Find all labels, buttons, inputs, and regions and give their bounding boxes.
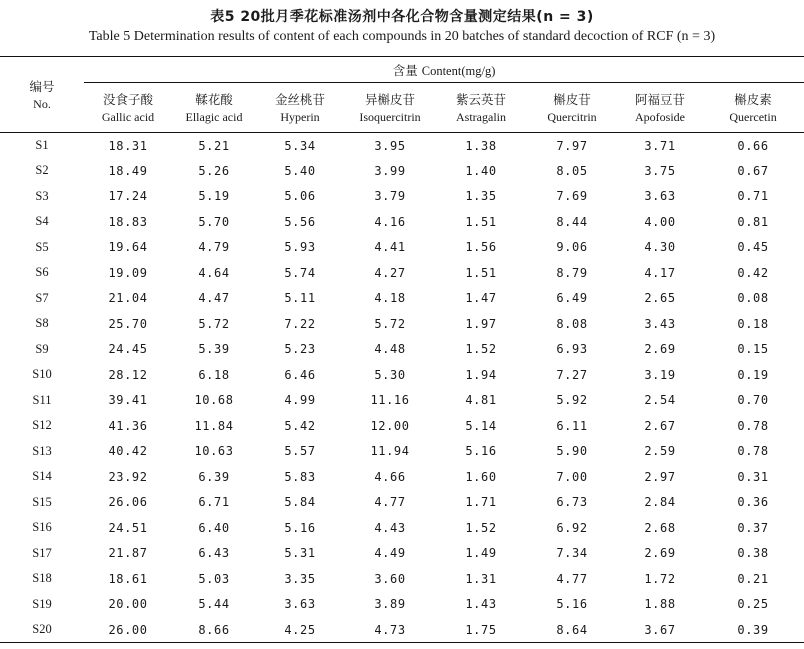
compound-name-cn: 槲皮素 [734, 91, 772, 107]
batch-id-cell: S18 [32, 571, 52, 586]
table-body [0, 133, 804, 643]
content-value-cell: 1.75 [436, 617, 526, 643]
content-value-cell: 5.16 [284, 520, 316, 535]
content-value-cell: 7.00 [556, 469, 588, 484]
compound-column-header [344, 83, 436, 133]
content-value-cell: 7.22 [284, 316, 316, 331]
content-value-cell: 0.70 [737, 393, 769, 408]
content-table [0, 56, 804, 643]
content-value-cell: 7.34 [556, 546, 588, 561]
content-value-cell: 2.65 [644, 291, 676, 306]
content-value-cell: 8.64 [526, 617, 618, 643]
id-header-cn: 编号 [29, 78, 55, 94]
content-value-cell: 19.64 [108, 240, 148, 255]
batch-id-cell: S2 [35, 163, 49, 178]
content-group-header [84, 57, 804, 83]
content-value-cell: 4.43 [374, 520, 406, 535]
content-value-cell: 5.30 [374, 367, 406, 382]
content-value-cell: 6.18 [198, 367, 230, 382]
compound-name-cn: 鞣花酸 [195, 91, 233, 107]
content-value-cell: 2.59 [644, 444, 676, 459]
content-value-cell: 4.18 [374, 291, 406, 306]
content-value-cell: 7.97 [556, 138, 588, 153]
compound-name-cn: 槲皮苷 [553, 91, 591, 107]
batch-id-cell: S15 [32, 494, 52, 509]
content-value-cell: 24.45 [108, 342, 148, 357]
content-value-cell: 25.70 [108, 316, 148, 331]
id-column-header [0, 57, 84, 133]
content-value-cell: 5.56 [284, 214, 316, 229]
compound-name-en: Ellagic acid [185, 109, 243, 124]
content-value-cell: 5.83 [284, 469, 316, 484]
content-value-cell: 26.06 [108, 495, 148, 510]
content-value-cell: 0.25 [737, 597, 769, 612]
compound-column-header [436, 83, 526, 133]
content-value-cell: 4.73 [344, 617, 436, 643]
content-value-cell: 2.68 [644, 520, 676, 535]
content-value-cell: 3.63 [284, 597, 316, 612]
batch-id-cell: S16 [32, 520, 52, 535]
content-value-cell: 2.97 [644, 469, 676, 484]
content-value-cell: 4.99 [284, 393, 316, 408]
content-value-cell: 5.92 [556, 393, 588, 408]
content-value-cell: 1.71 [465, 495, 497, 510]
batch-id-cell: S6 [35, 265, 49, 280]
content-value-cell: 4.00 [644, 214, 676, 229]
content-value-cell: 4.48 [374, 342, 406, 357]
content-value-cell: 39.41 [108, 393, 148, 408]
content-header-en: Content(mg/g) [421, 63, 496, 78]
table-row [0, 490, 804, 516]
batch-id-cell: S12 [32, 418, 52, 433]
content-value-cell: 5.31 [284, 546, 316, 561]
content-value-cell: 5.23 [284, 342, 316, 357]
compound-column-header [526, 83, 618, 133]
content-value-cell: 5.39 [198, 342, 230, 357]
content-value-cell: 6.11 [556, 418, 588, 433]
content-value-cell: 3.60 [374, 571, 406, 586]
content-value-cell: 5.14 [465, 418, 497, 433]
table-row [0, 617, 804, 643]
table-row [0, 592, 804, 618]
batch-id-cell: S20 [0, 617, 84, 643]
content-value-cell: 8.44 [556, 214, 588, 229]
table-row [0, 158, 804, 184]
content-value-cell: 3.99 [374, 163, 406, 178]
content-value-cell: 4.77 [556, 571, 588, 586]
content-value-cell: 5.44 [198, 597, 230, 612]
content-value-cell: 10.63 [194, 444, 234, 459]
content-value-cell: 0.31 [737, 469, 769, 484]
content-value-cell: 11.84 [194, 418, 234, 433]
compound-name-cn: 金丝桃苷 [274, 91, 325, 107]
table-row [0, 388, 804, 414]
content-value-cell: 5.16 [556, 597, 588, 612]
content-value-cell: 6.40 [198, 520, 230, 535]
content-value-cell: 0.81 [737, 214, 769, 229]
compound-name-en: Isoquercitrin [359, 109, 421, 124]
content-value-cell: 3.95 [374, 138, 406, 153]
content-value-cell: 8.79 [556, 265, 588, 280]
content-value-cell: 0.08 [737, 291, 769, 306]
table-row [0, 311, 804, 337]
content-value-cell: 9.06 [556, 240, 588, 255]
content-value-cell: 5.84 [284, 495, 316, 510]
table-row [0, 209, 804, 235]
content-value-cell: 2.67 [644, 418, 676, 433]
content-value-cell: 1.47 [465, 291, 497, 306]
content-value-cell: 0.36 [737, 495, 769, 510]
content-value-cell: 5.74 [284, 265, 316, 280]
content-value-cell: 5.21 [198, 138, 230, 153]
content-value-cell: 2.84 [644, 495, 676, 510]
content-value-cell: 21.87 [108, 546, 148, 561]
content-value-cell: 4.47 [198, 291, 230, 306]
content-value-cell: 4.27 [374, 265, 406, 280]
content-value-cell: 5.03 [198, 571, 230, 586]
content-value-cell: 8.66 [172, 617, 256, 643]
content-value-cell: 6.39 [198, 469, 230, 484]
content-value-cell: 0.78 [737, 418, 769, 433]
content-value-cell: 5.70 [198, 214, 230, 229]
content-value-cell: 4.79 [198, 240, 230, 255]
content-value-cell: 3.67 [618, 617, 702, 643]
content-value-cell: 4.16 [374, 214, 406, 229]
content-value-cell: 5.06 [284, 189, 316, 204]
batch-id-cell: S8 [35, 316, 49, 331]
content-value-cell: 20.00 [108, 597, 148, 612]
batch-id-cell: S11 [32, 392, 52, 407]
content-value-cell: 4.49 [374, 546, 406, 561]
compound-name-en: Quercitrin [547, 109, 597, 124]
table-row [0, 260, 804, 286]
content-value-cell: 5.93 [284, 240, 316, 255]
content-value-cell: 3.71 [644, 138, 676, 153]
content-value-cell: 1.31 [465, 571, 497, 586]
content-value-cell: 3.19 [644, 367, 676, 382]
content-value-cell: 5.34 [284, 138, 316, 153]
content-value-cell: 23.92 [108, 469, 148, 484]
content-value-cell: 0.18 [737, 316, 769, 331]
batch-id-cell: S14 [32, 469, 52, 484]
content-value-cell: 5.16 [465, 444, 497, 459]
compound-name-en: Astragalin [456, 109, 506, 124]
table-row [0, 235, 804, 261]
content-value-cell: 7.69 [556, 189, 588, 204]
content-value-cell: 12.00 [370, 418, 410, 433]
content-value-cell: 2.69 [644, 342, 676, 357]
content-value-cell: 0.42 [737, 265, 769, 280]
content-value-cell: 1.60 [465, 469, 497, 484]
compound-column-header [618, 83, 702, 133]
content-value-cell: 17.24 [108, 189, 148, 204]
content-value-cell: 5.72 [198, 316, 230, 331]
batch-id-cell: S17 [32, 545, 52, 560]
content-value-cell: 0.71 [737, 189, 769, 204]
content-value-cell: 0.19 [737, 367, 769, 382]
table-row [0, 286, 804, 312]
content-value-cell: 2.69 [644, 546, 676, 561]
content-value-cell: 4.17 [644, 265, 676, 280]
content-value-cell: 6.93 [556, 342, 588, 357]
content-value-cell: 1.35 [465, 189, 497, 204]
content-value-cell: 18.49 [108, 163, 148, 178]
compound-column-header [84, 83, 172, 133]
content-value-cell: 1.52 [465, 342, 497, 357]
content-value-cell: 1.94 [465, 367, 497, 382]
content-value-cell: 1.51 [465, 214, 497, 229]
content-value-cell: 24.51 [108, 520, 148, 535]
compound-name-cn: 阿福豆苷 [634, 91, 685, 107]
batch-id-cell: S19 [32, 596, 52, 611]
content-value-cell: 0.67 [737, 163, 769, 178]
batch-id-cell: S1 [35, 138, 49, 152]
content-value-cell: 5.40 [284, 163, 316, 178]
content-value-cell: 4.30 [644, 240, 676, 255]
content-value-cell: 1.40 [465, 163, 497, 178]
table-row [0, 464, 804, 490]
content-value-cell: 5.26 [198, 163, 230, 178]
content-value-cell: 5.11 [284, 291, 316, 306]
content-value-cell: 4.66 [374, 469, 406, 484]
content-value-cell: 4.81 [465, 393, 497, 408]
content-value-cell: 21.04 [108, 291, 148, 306]
content-value-cell: 28.12 [108, 367, 148, 382]
table-row [0, 515, 804, 541]
table-title-english: Table 5 Determination results of content of each compounds in 20 batches of standard decoction of RCF (n = 3) [88, 29, 716, 44]
content-value-cell: 6.71 [198, 495, 230, 510]
content-value-cell: 6.49 [556, 291, 588, 306]
content-value-cell: 0.66 [737, 138, 769, 153]
batch-id-cell: S4 [35, 214, 49, 229]
table-row [0, 362, 804, 388]
content-value-cell: 1.43 [465, 597, 497, 612]
batch-id-cell: S9 [35, 341, 49, 356]
content-value-cell: 11.94 [370, 444, 410, 459]
content-value-cell: 4.64 [198, 265, 230, 280]
content-value-cell: 1.52 [465, 520, 497, 535]
content-value-cell: 3.79 [374, 189, 406, 204]
content-value-cell: 6.92 [556, 520, 588, 535]
compound-name-en: Hyperin [280, 109, 320, 124]
content-value-cell: 1.38 [465, 138, 497, 153]
content-value-cell: 6.46 [284, 367, 316, 382]
compound-name-cn: 紫云英苷 [455, 91, 506, 107]
compound-header-row [0, 83, 804, 133]
content-value-cell: 4.77 [374, 495, 406, 510]
content-value-cell: 18.61 [108, 571, 148, 586]
content-value-cell: 1.56 [465, 240, 497, 255]
content-value-cell: 3.43 [644, 316, 676, 331]
compound-column-header [256, 83, 344, 133]
content-value-cell: 1.97 [465, 316, 497, 331]
content-value-cell: 1.49 [465, 546, 497, 561]
content-value-cell: 1.72 [644, 571, 676, 586]
content-value-cell: 6.73 [556, 495, 588, 510]
compound-name-cn: 没食子酸 [102, 91, 153, 107]
table-title-chinese: 表5 20批月季花标准汤剂中各化合物含量测定结果(n = 3) [210, 9, 594, 25]
content-value-cell: 5.57 [284, 444, 316, 459]
batch-id-cell: S3 [35, 188, 49, 203]
content-value-cell: 7.27 [556, 367, 588, 382]
content-value-cell: 8.08 [556, 316, 588, 331]
content-value-cell: 18.31 [108, 138, 148, 153]
content-value-cell: 26.00 [84, 617, 172, 643]
content-value-cell: 0.78 [737, 444, 769, 459]
batch-id-cell: S10 [32, 367, 52, 382]
content-value-cell: 3.75 [644, 163, 676, 178]
table-row [0, 439, 804, 465]
content-value-cell: 11.16 [370, 393, 410, 408]
table-row [0, 184, 804, 210]
content-value-cell: 0.38 [737, 546, 769, 561]
content-value-cell: 5.72 [374, 316, 406, 331]
batch-id-cell: S7 [35, 290, 49, 305]
content-header-cn: 含量 [392, 62, 418, 78]
content-value-cell: 19.09 [108, 265, 148, 280]
compound-name-en: Quercetin [729, 109, 777, 124]
content-value-cell: 1.51 [465, 265, 497, 280]
content-value-cell: 5.42 [284, 418, 316, 433]
content-value-cell: 4.25 [256, 617, 344, 643]
content-value-cell: 0.45 [737, 240, 769, 255]
compound-name-cn: 异槲皮苷 [364, 91, 415, 107]
content-value-cell: 4.41 [374, 240, 406, 255]
content-value-cell: 5.19 [198, 189, 230, 204]
batch-id-cell: S5 [35, 239, 49, 254]
table-row [0, 133, 804, 159]
content-value-cell: 0.21 [737, 571, 769, 586]
table-row [0, 541, 804, 567]
table-row [0, 337, 804, 363]
content-value-cell: 1.88 [644, 597, 676, 612]
content-value-cell: 3.35 [284, 571, 316, 586]
id-header-en: No. [33, 96, 51, 111]
compound-name-en: Gallic acid [101, 109, 155, 124]
compound-column-header [172, 83, 256, 133]
content-value-cell: 10.68 [194, 393, 234, 408]
content-value-cell: 0.15 [737, 342, 769, 357]
table-row [0, 566, 804, 592]
content-value-cell: 0.37 [737, 520, 769, 535]
batch-id-cell: S13 [32, 443, 52, 458]
table-row [0, 413, 804, 439]
content-value-cell: 8.05 [556, 163, 588, 178]
content-value-cell: 40.42 [108, 444, 148, 459]
content-value-cell: 18.83 [108, 214, 148, 229]
content-value-cell: 41.36 [108, 418, 148, 433]
content-value-cell: 3.89 [374, 597, 406, 612]
content-value-cell: 6.43 [198, 546, 230, 561]
content-value-cell: 5.90 [556, 444, 588, 459]
content-value-cell: 3.63 [644, 189, 676, 204]
compound-column-header [702, 83, 804, 133]
content-value-cell: 2.54 [644, 393, 676, 408]
compound-name-en: Apofoside [635, 109, 685, 124]
content-value-cell: 0.39 [702, 617, 804, 643]
